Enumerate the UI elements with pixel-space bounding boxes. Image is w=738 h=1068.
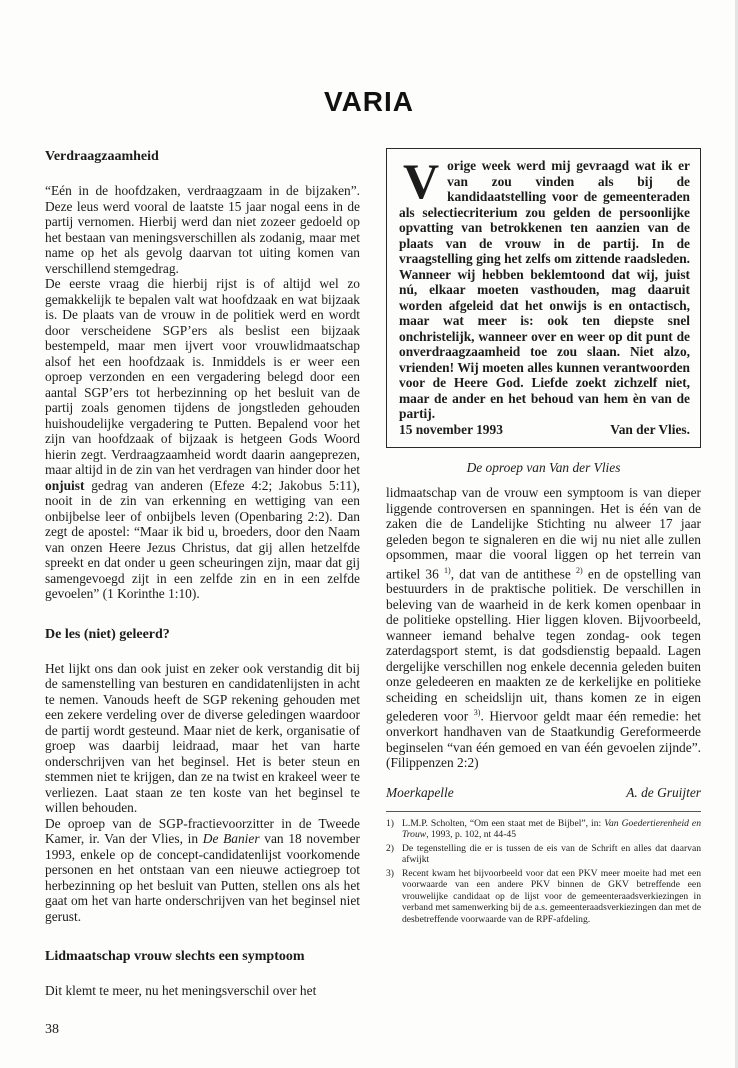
quote-box <box>386 148 701 448</box>
signature-name: A. de Gruijter <box>626 784 701 800</box>
section-heading-de-les: De les (niet) geleerd? <box>45 626 170 642</box>
paragraph: De eerste vraag die hierbij rijst is of altijd wel zo gemakkelijk te bepalen valt wat hoofdzaak en wat bijzaak is. De plaats van de vrouw in de politiek werd en wordt door verscheidene SGP’ers als beslist een bijzaak bestempeld, maar men ijvert voor vrouwlidmaatschap alsof het een hoofdzaak is. Inmiddels is er weer een oproep verzonden en een vergadering belegd door een aantal SGP’ers tot herbezinning op het besluit van de partij zoals genomen tijdens de jongstleden gehouden huishoudelijke vergadering te Putten. Bepalend voor het zijn van hoofdzaak of bijzaak is hetgeen Gods Woord hierin zegt. Verdraagzaamheid wordt daarin aangeprezen, maar altijd in de zin van het verdragen van hinder door het onjuist gedrag van anderen (Efeze 4:2; Jakobus 5:11), nooit in de zin van erkenning en wettiging van een onbijbelse leer of onbijbels leven (Openbaring 2:2). Dan zegt de apostel: “Maar ik bid u, broeders, door den Naam van onzen Heere Jezus Christus, dat gij allen hetzelfde spreekt en dat onder u geen scheuringen zijn, maar dat gij samengevoegd zijt in een zelfde zin en in een zelfde gevoelen” (1 Korinthe 1:10). <box>45 276 361 601</box>
section-heading-lidmaatschap: Lidmaatschap vrouw slechts een symptoom <box>45 949 305 964</box>
emphasis-onjuist: onjuist <box>45 477 85 493</box>
footnote: 1) L.M.P. Scholten, “Om een staat met de Bijbel”, in: Van Goedertierenheid en Trouw, 1993, p. 102, nt 44-45 <box>386 817 701 841</box>
quote-signature <box>399 422 690 438</box>
footnote-ref: 1) <box>444 565 451 575</box>
footnote-ref: 3) <box>473 708 481 718</box>
publication-title: De Banier <box>202 831 260 846</box>
quote-author: Van der Vlies. <box>610 421 690 437</box>
page-number: 38 <box>45 1022 59 1037</box>
paragraph: “Eén in de hoofdzaken, verdraagzaam in de bijzaken”. Deze leus werd vooral de laatste 15 jaar nogal eens in de partij vernomen. Hierbij werd dan niet zozeer gedoeld op het bestaan van meningsverschillen als zodanig, maar met name op het als gevolg daarvan tot uiting komen van verschillend stemgedrag. <box>45 183 360 276</box>
quote-caption: De oproep van Van der Vlies <box>466 460 621 475</box>
article-signature <box>386 785 701 801</box>
footnote: 3) Recent kwam het bijvoorbeeld voor dat een PKV meer moeite had met een voorwaarde van een andere PKV binnen de GKV betreffende een vrouwelijke candidaat op de lijst voor de gemeenteraadsverkiezingen in verband met samenwerking bij de a.s. gemeenteraadsverkiezingen dan met de desbetreffende voorwaarde van de RPF-afdeling. <box>386 867 701 925</box>
paragraph: lidmaatschap van de vrouw een symptoom is van dieper liggende controversen en spanningen. Het is één van de zaken die de Landelijke Stichting nu alweer 17 jaar geleden begon te signaleren en die wij nu niet alle zullen opsommen, maar die vooral liggen op het terrein van artikel 36 $^{1)}$, dat van de antithese $^{2)}$ en de opstelling van bestuurders in de praktische politiek. De verschillen in beleving van de waarheid in de kerk komen openbaar in de politieke opstelling. Hier liggen kloven. Bijvoorbeeld, wanneer iemand behalve tegen zondag- ook tegen zaterdagsport stemt, is dat godsdienstig bepaald. Lagen dergelijke verschillen nog enkele decennia geleden buiten onze geledeeren en maakten ze de kerkelijke en politieke scheiding en scheidslijn uit, thans komen ze in eigen gelederen voor $^{3)}$. Hiervoor geldt maar één remedie: het onverkort handhaven van de Staatkundig Gereformeerde beginselen “van één gemoed en van één gevoelen zijnde”. (Filippenzen 2:2) <box>386 485 701 771</box>
footnote-ref: 2) <box>576 565 583 575</box>
page-title: VARIA <box>323 86 415 117</box>
paragraph: De oproep van de SGP-fractievoorzitter in de Tweede Kamer, ir. Van der Vlies, in De Banier van 18 november 1993, enkele op de concept-candidatenlijst voorkomende personen en het ontstaan van een nieuwe actiegroep tot herbezinning op het besluit van Putten, stellen ons als het gaat om het van harte onderschrijven van het beginsel niet gerust. <box>45 815 360 924</box>
quote-date: 15 november 1993 <box>399 421 503 437</box>
quote-text: orige week werd mij gevraagd wat ik er van zou vinden als bij de kandidaatstelling voor de gemeenteraden als selectiecriterium zou gelden de persoonlijke opvatting van betrokkenen ten aanzien van de plaats van de vrouw in de partij. In de vraagstelling ging het zelfs om zittende raadsleden. Wanneer wij hebben beklemtoond dat wij, juist nú, elkaar moeten vasthouden, mag daaruit worden afgeleid dat het onwijs is en ontactisch, maar wat meer is: ook ten diepste snel onchristelijk, wanneer over en weer op dit punt de onverdraagzaamheid toe zou slaan. Niet alzo, vrienden! Wij moeten alles kunnen verantwoorden voor de Heere God. Liefde zoekt zichzelf niet, maar de ander en het behoud van hem èn van de partij. <box>399 158 690 421</box>
paragraph: Dit klemt te meer, nu het meningsverschil over het <box>45 983 317 998</box>
drop-cap: V <box>403 153 440 209</box>
footnote: 2) De tegenstelling die er is tussen de eis van de Schrift en alles dat daarvan afwijkt <box>386 842 701 866</box>
section-heading-verdraagzaamheid: Verdraagzaamheid <box>45 149 159 164</box>
paragraph: Het lijkt ons dan ook juist en zeker ook verstandig dit bij de samenstelling van besturen en candidatenlijsten in acht te nemen. Vanouds heeft de SGP rekening gehouden met een zekere verdeling over de diverse geledingen waardoor de partij wordt gesteund. Maar niet de kerk, organisatie of groep was daarbij leidraad, maar het van harte onderschrijven van het beginsel. Het is beter steun en stemmen niet te krijgen, dan ze na twist en krakeel weer te verliezen. Laat staan ze ten koste van het beginsel te willen behouden. <box>45 660 360 815</box>
right-column <box>386 148 701 927</box>
left-column <box>45 148 360 999</box>
footnote-divider <box>386 811 701 812</box>
signature-place: Moerkapelle <box>386 784 454 800</box>
